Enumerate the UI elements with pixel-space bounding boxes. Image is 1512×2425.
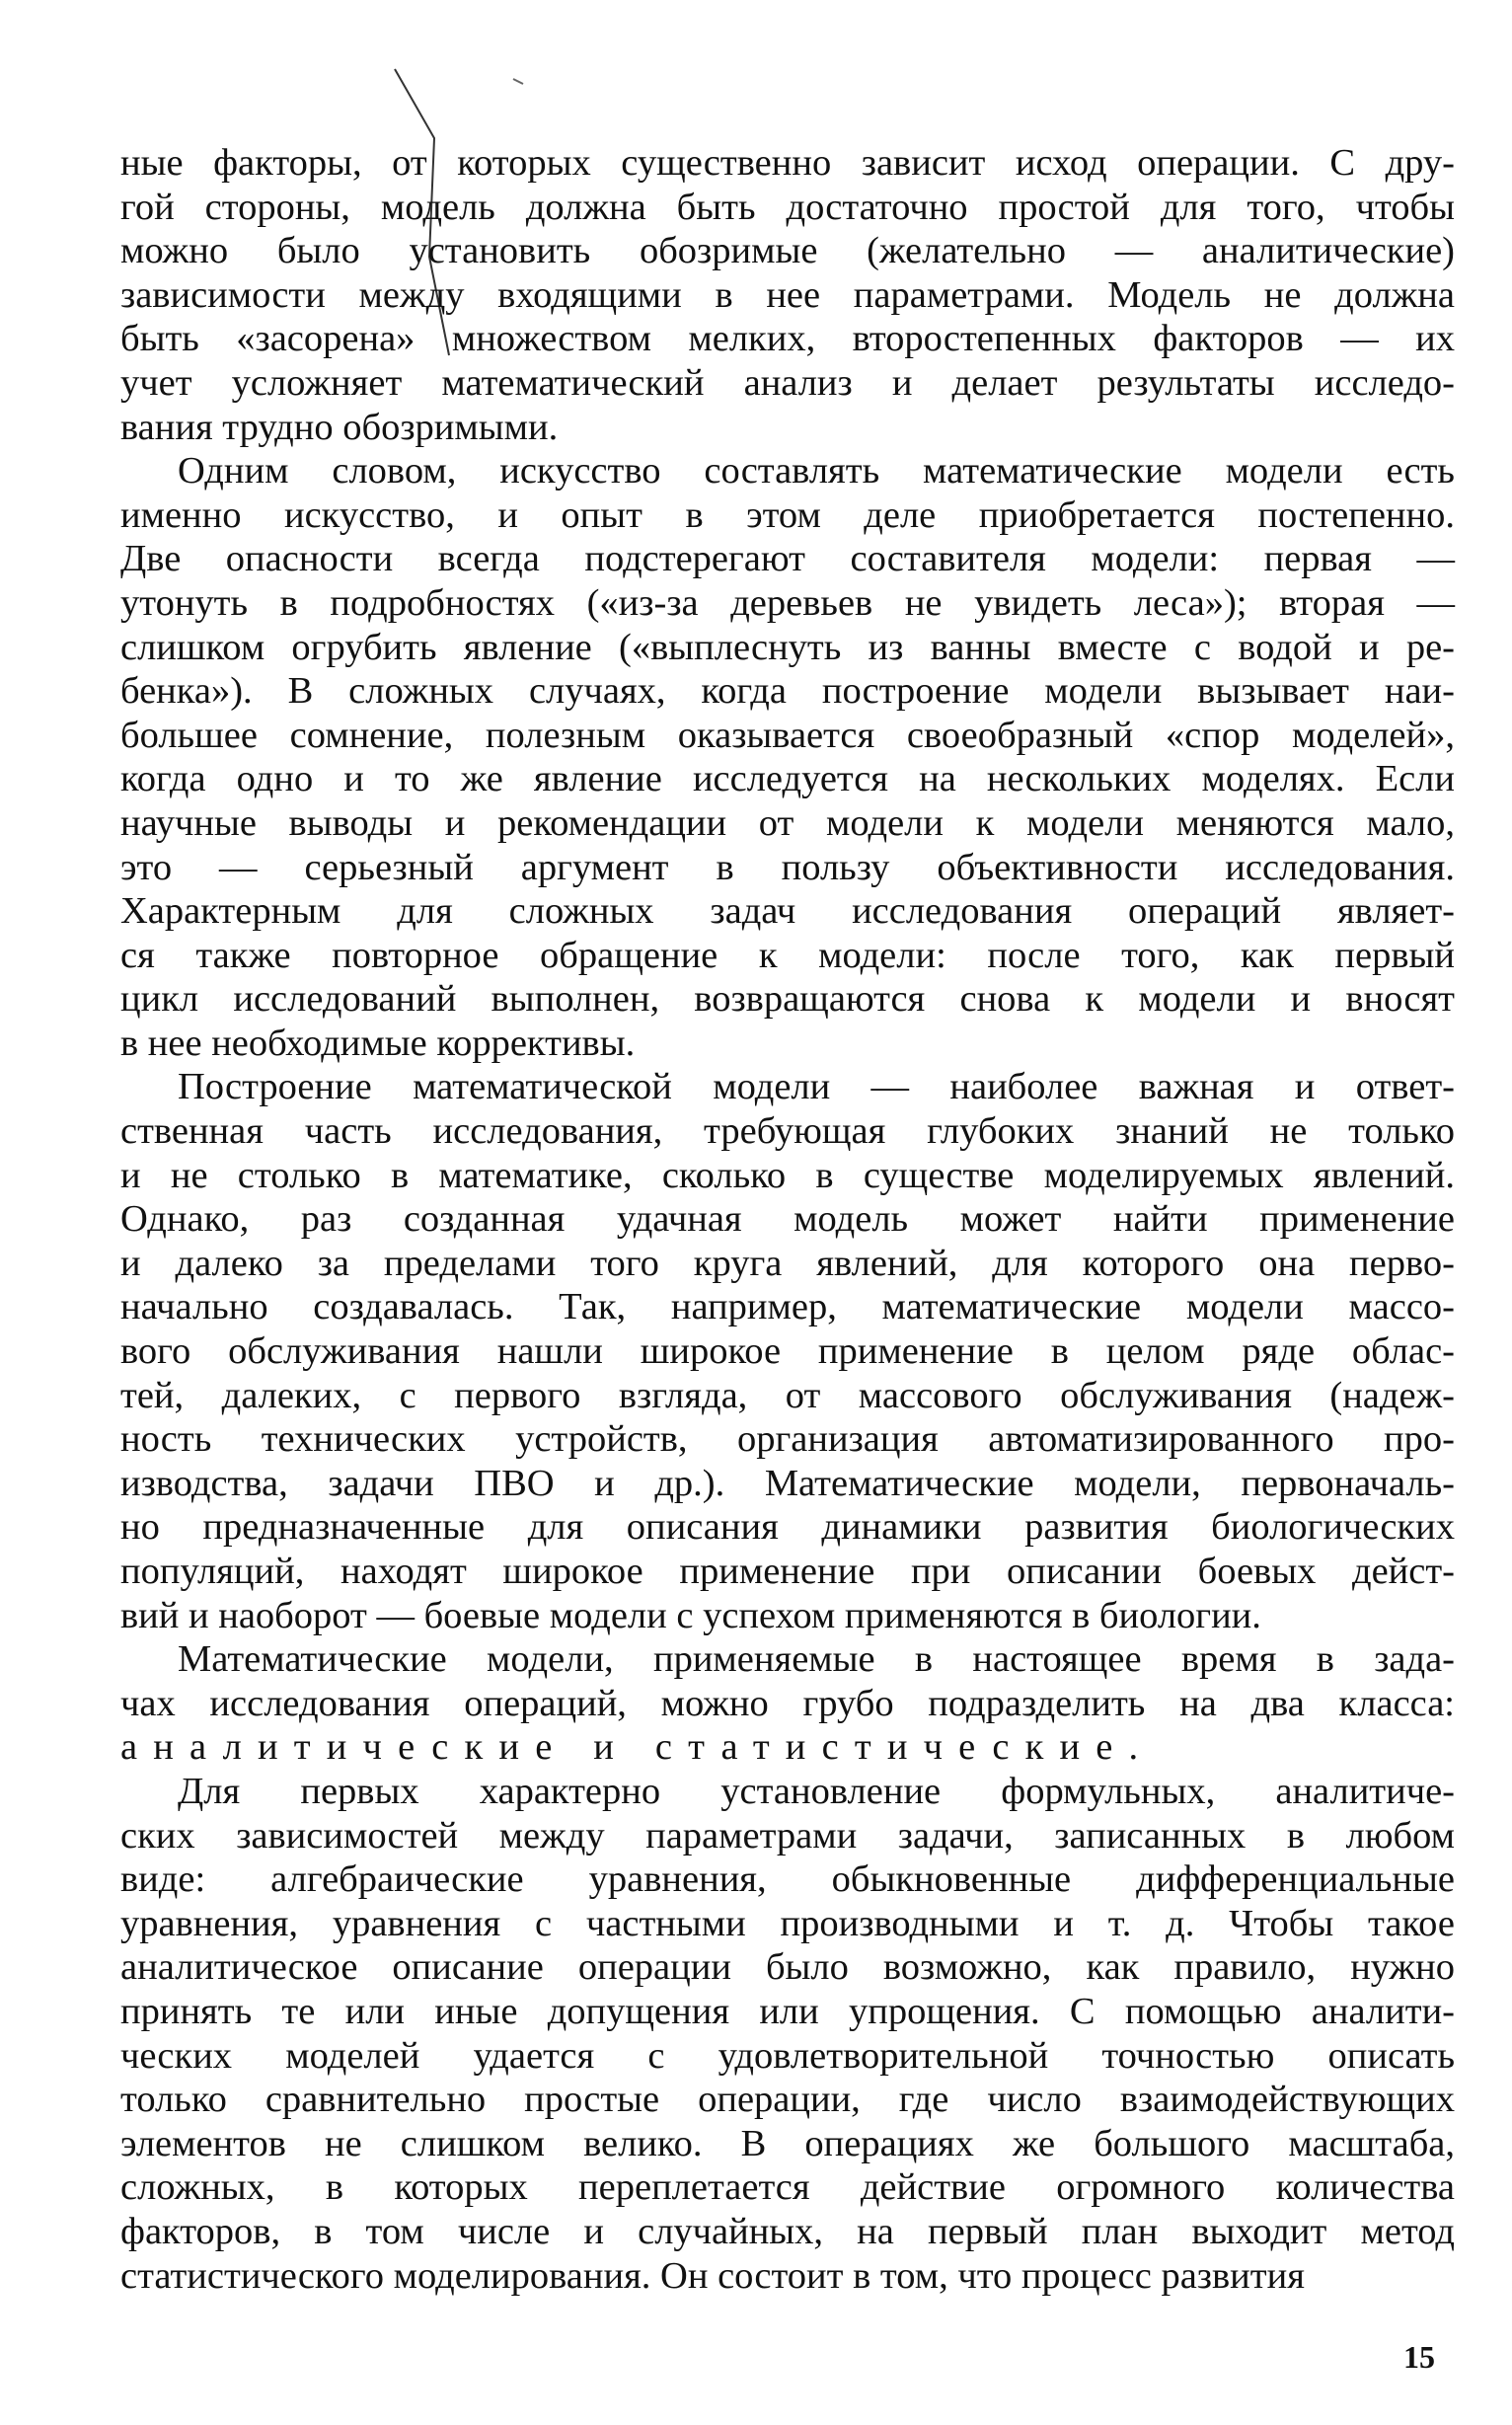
text-line: вий и наоборот — боевые модели с успехом применяются в биологии. bbox=[120, 1594, 1261, 1636]
text-line: ственная часть исследования, требующая глубоких знаний не только bbox=[120, 1110, 1455, 1153]
text-line: но предназначенные для описания динамики развития биологических bbox=[120, 1506, 1455, 1549]
text-line: в нее необходимые коррективы. bbox=[120, 1022, 636, 1064]
text-line: вания трудно обозримыми. bbox=[120, 406, 559, 448]
text-line: только сравнительно простые операции, где число взаимодействующих bbox=[120, 2079, 1455, 2121]
text-line: изводства, задачи ПВО и др.). Математические модели, первоначаль- bbox=[120, 1462, 1455, 1504]
page-number: 15 bbox=[1403, 2339, 1435, 2375]
text-line: ные факторы, от которых существенно зависит исход операции. С дру- bbox=[120, 142, 1455, 184]
text-line: аналитическое описание операции было возможно, как правило, нужно bbox=[120, 1946, 1455, 1989]
text-line: ся также повторное обращение к модели: после того, как первый bbox=[120, 934, 1455, 976]
text-line: ских зависимостей между параметрами задачи, записанных в любом bbox=[120, 1814, 1455, 1857]
text-line: Построение математической модели — наиболее важная и ответ- bbox=[178, 1066, 1455, 1108]
text-line: популяций, находят широкое применение при описании боевых дейст- bbox=[120, 1551, 1455, 1592]
text-line: цикл исследований выполнен, возвращаются снова к модели и вносят bbox=[120, 978, 1455, 1021]
text-line: вого обслуживания нашли широкое применение в целом ряде облас- bbox=[120, 1330, 1455, 1373]
text-line: когда одно и то же явление исследуется на нескольких моделях. Если bbox=[120, 758, 1455, 800]
text-line: виде: алгебраические уравнения, обыкновенные дифференциальные bbox=[120, 1858, 1455, 1901]
text-line: чах исследования операций, можно грубо подразделить на два класса: bbox=[120, 1682, 1455, 1724]
text-line: статистического моделирования. Он состоит в том, что процесс развития bbox=[120, 2254, 1305, 2297]
text-line: Одним словом, искусство составлять математические модели есть bbox=[178, 450, 1455, 493]
text-line: Однако, раз созданная удачная модель может найти применение bbox=[120, 1198, 1455, 1241]
text-line: научные выводы и рекомендации от модели к модели меняются мало, bbox=[120, 801, 1455, 844]
text-line: слишком огрубить явление («выплеснуть из ванны вместе с водой и ре- bbox=[120, 626, 1455, 668]
text-line: это — серьезный аргумент в пользу объективности исследования. bbox=[120, 846, 1455, 888]
text-line: факторов, в том числе и случайных, на первый план выходит метод bbox=[120, 2210, 1455, 2252]
text-line: ность технических устройств, организация автоматизированного про- bbox=[120, 1418, 1455, 1461]
text-line: гой стороны, модель должна быть достаточно простой для того, чтобы bbox=[120, 186, 1455, 228]
text-line: начально создавалась. Так, например, математические модели массо- bbox=[120, 1286, 1455, 1328]
text-line: можно было установить обозримые (желательно — аналитические) bbox=[120, 230, 1455, 272]
text-line: Две опасности всегда подстерегают составителя модели: первая — bbox=[120, 538, 1455, 580]
text-line: именно искусство, и опыт в этом деле приобретается постепенно. bbox=[120, 493, 1455, 536]
text-line: тей, далеких, с первого взгляда, от массового обслуживания (надеж- bbox=[120, 1374, 1455, 1416]
text-line: учет усложняет математический анализ и делает результаты исследо- bbox=[120, 361, 1455, 404]
text-line: бенка»). В сложных случаях, когда построение модели вызывает наи- bbox=[120, 670, 1455, 713]
text-line: и далеко за пределами того круга явлений, для которого она перво- bbox=[120, 1242, 1455, 1284]
text-line: и не столько в математике, сколько в существе моделируемых явлений. bbox=[120, 1154, 1455, 1196]
text-line: сложных, в которых переплетается действие огромного количества bbox=[120, 2166, 1455, 2209]
body-text bbox=[120, 141, 1455, 2298]
text-line: аналитические и статистические. bbox=[120, 1726, 1155, 1769]
text-line: утонуть в подробностях («из-за деревьев не увидеть леса»); вторая — bbox=[120, 581, 1455, 624]
text-line: быть «засорена» множеством мелких, второстепенных факторов — их bbox=[120, 318, 1455, 360]
text-line: ческих моделей удается с удовлетворительной точностью описать bbox=[120, 2034, 1455, 2077]
text-line: уравнения, уравнения с частными производными и т. д. Чтобы такое bbox=[120, 1902, 1455, 1944]
text-line: Характерным для сложных задач исследования операций являет- bbox=[120, 890, 1455, 933]
text-line: зависимости между входящими в нее параметрами. Модель не должна bbox=[120, 273, 1455, 316]
text-line: Математические модели, применяемые в настоящее время в зада- bbox=[178, 1638, 1455, 1681]
text-line: Для первых характерно установление формульных, аналитиче- bbox=[178, 1770, 1455, 1812]
text-line: принять те или иные допущения или упрощения. С помощью аналити- bbox=[120, 1990, 1455, 2032]
text-line: элементов не слишком велико. В операциях же большого масштаба, bbox=[120, 2122, 1455, 2164]
text-line: большее сомнение, полезным оказывается своеобразный «спор моделей», bbox=[120, 714, 1455, 756]
